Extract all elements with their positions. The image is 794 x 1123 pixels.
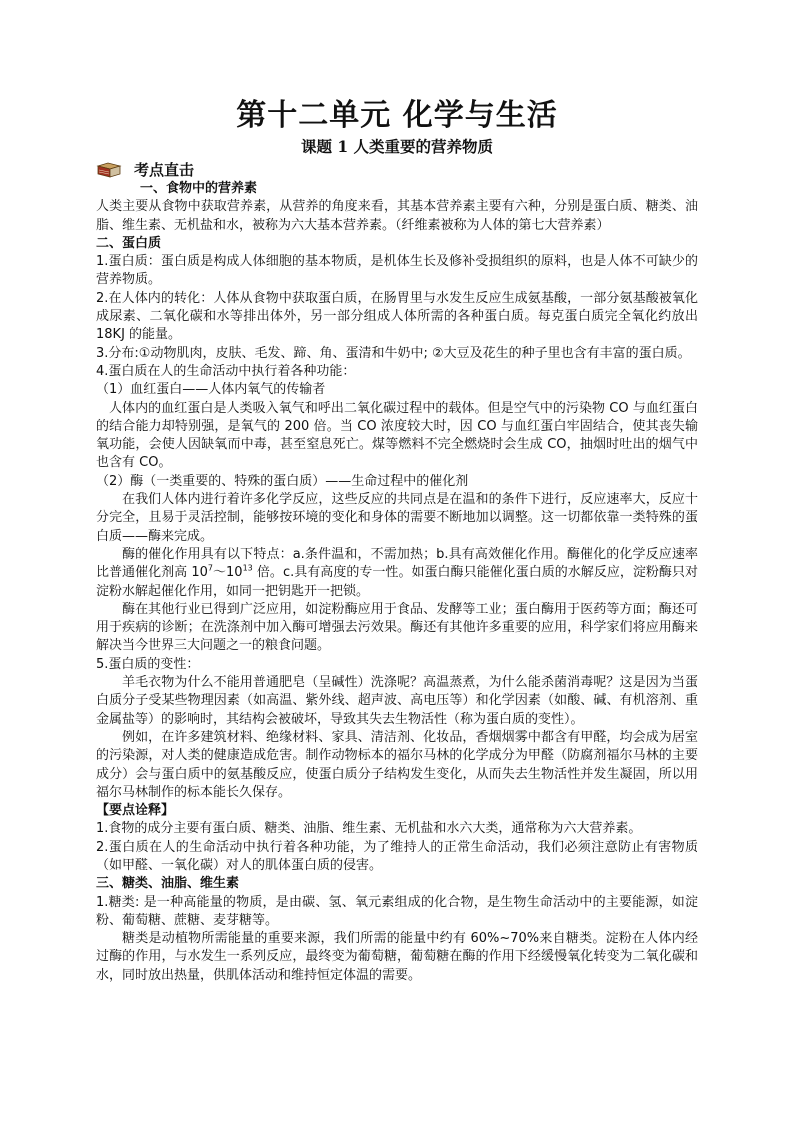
paragraph: 羊毛衣物为什么不能用普通肥皂（呈碱性）洗涤呢？高温蒸煮，为什么能杀菌消毒呢？这是因为当蛋白质分子受某些物理因素（如高温、紫外线、超声波、高电压等）和化学因素（如酸、碱、有机溶剂、重金属盐等）的影响时，其结构会被破坏，导致其失去生物活性（称为蛋白质的变性）。 — [96, 675, 698, 727]
kaodian-label: 考点直击 — [134, 160, 195, 179]
paragraph: 3.分布:①动物肌肉，皮肤、毛发、蹄、角、蛋清和牛奶中; ②大豆及花生的种子里也含有丰富的蛋白质。 — [96, 345, 691, 361]
paragraph: 例如，在许多建筑材料、绝缘材料、家具、清洁剂、化妆品，香烟烟雾中都含有甲醛，均会成为居室的污染源，对人类的健康造成危害。制作动物标本的福尔马林的化学成分为甲醛（防腐剂福尔马林的主要成分）会与蛋白质中的氨基酸反应，使蛋白质分子结构发生变化，从而失去生物活性并发生凝固，所以用福尔马林制作的标本能长久保存。 — [96, 729, 698, 800]
paragraph: 5.蛋白质的变性： — [96, 656, 200, 672]
text-span: ～10 — [212, 565, 243, 581]
superscript: 7 — [207, 563, 213, 573]
paragraph: 1.糖类: 是一种高能量的物质，是由碳、氢、氧元素组成的化合物，是生物生命活动中的主要能源，如淀粉、葡萄糖、蔗糖、麦芽糖等。 — [96, 894, 698, 928]
section-heading-sugars: 三、糖类、油脂、维生素 — [96, 876, 240, 892]
paragraph: 糖类是动植物所需能量的重要来源，我们所需的能量中约有 60%~70%来自糖类。淀粉在人体内经过酶的作用，与水发生一系列反应，最终变为葡萄糖，葡萄糖在酶的作用下经缓慢氧化转变为二氧化碳和水，同时放出热量，供肌体活动和维持恒定体温的需要。 — [96, 931, 698, 983]
unit-title: 第十二单元 化学与生活 — [236, 98, 558, 133]
key-points-heading: 【要点诠释】 — [96, 803, 175, 819]
superscript: 13 — [242, 563, 253, 573]
paragraph: 4.蛋白质在人的生命活动中执行着各种功能： — [96, 363, 356, 379]
paragraph: 1.蛋白质：蛋白质是构成人体细胞的基本物质，是机体生长及修补受损组织的原料，也是人体不可缺少的营养物质。 — [96, 254, 698, 288]
paragraph: 酶在其他行业已得到广泛应用，如淀粉酶应用于食品、发酵等工业；蛋白酶用于医药等方面；酶还可用于疾病的诊断；在洗涤剂中加入酶可增强去污效果。酶还有其他许多重要的应用，科学家们将应用酶来解决当今世界三大问题之一的粮食问题。 — [96, 601, 698, 654]
paragraph: 人体内的血红蛋白是人类吸入氧气和呼出二氧化碳过程中的载体。但是空气中的污染物 CO 与血红蛋白的结合能力却特别强，是氧气的 200 倍。当 CO 浓度较大时，因 CO 与血红蛋白牢固结合，使其丧失输氧功能，会使人因缺氧而中毒，甚至窒息死亡。煤等燃料不完全燃烧时会生成 CO，抽烟时吐出的烟气中也含有 CO。 — [96, 400, 698, 471]
lesson-subtitle: 课题 1 人类重要的营养物质 — [300, 137, 494, 156]
paragraph: 人类主要从食物中获取营养素，从营养的角度来看，其基本营养素主要有六种，分别是蛋白质、糖类、油脂、维生素、无机盐和水，被称为六大基本营养素。（纤维素被称为人体的第七大营养素） — [96, 199, 698, 233]
paragraph: 2.蛋白质在人的生命活动中执行着各种功能，为了维持人的正常生命活动，我们必须注意防止有害物质（如甲醛、一氧化碳）对人的肌体蛋白质的侵害。 — [96, 839, 698, 873]
text-span: 倍。c.具有高度的专一性。如蛋白酶只能催化蛋白质的水解反应，淀粉酶只对淀粉水解起催化作用，如同一把钥匙开一把锁。 — [96, 565, 698, 599]
kaodian-row — [96, 160, 698, 180]
text-span: 酶的催化作用具有以下特点：a.条件温和，不需加热；b.具有高效催化作用。酶催化的化学反应速率比普通催化剂高 10 — [96, 546, 698, 581]
subheading: （1）血红蛋白——人体内氧气的传输者 — [96, 382, 326, 398]
section-heading-protein: 二、蛋白质 — [96, 235, 162, 251]
paragraph: 在我们人体内进行着许多化学反应，这些反应的共同点是在温和的条件下进行，反应速率大，反应十分完全，且易于灵活控制，能够按环境的变化和身体的需要不断地加以调整。这一切都依靠一类特殊的蛋白质——酶来完成。 — [96, 492, 698, 544]
paragraph-enzyme-traits — [96, 546, 698, 601]
book-icon — [96, 160, 122, 180]
subheading: （2）酶（一类重要的、特殊的蛋白质）——生命过程中的催化剂 — [96, 473, 469, 489]
paragraph: 1.食物的成分主要有蛋白质、糖类、油脂、维生素、无机盐和水六大类，通常称为六大营养素。 — [96, 821, 642, 837]
document-page — [96, 96, 698, 985]
section-heading-nutrients: 一、食物中的营养素 — [140, 181, 258, 196]
paragraph: 2.在人体内的转化：人体从食物中获取蛋白质，在肠胃里与水发生反应生成氨基酸，一部分氨基酸被氧化成尿素、二氧化碳和水等排出体外，另一部分组成人体所需的各种蛋白质。每克蛋白质完全氧化约放出 18KJ 的能量。 — [96, 290, 698, 343]
